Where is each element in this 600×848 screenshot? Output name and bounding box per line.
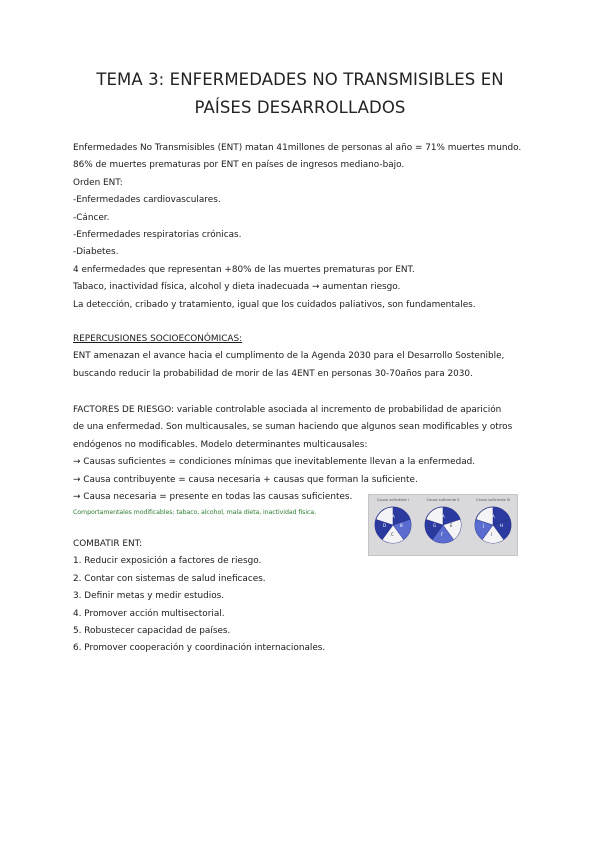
intro-line: Enfermedades No Transmisibles (ENT) matan 41millones de personas al año = 71% muertes mundo. <box>73 143 522 153</box>
combatir-item: 4. Promover acción multisectorial. <box>73 608 225 619</box>
page-title-line-2: PAÍSES DESARROLLADOS <box>194 98 406 117</box>
pie-letter: A <box>442 514 445 519</box>
pie-label: Causa suficiente II <box>426 498 460 502</box>
combatir-item: 3. Definir metas y medir estudios. <box>73 591 225 602</box>
pie-letter: A <box>392 514 395 519</box>
factores-line: → Causa contribuyente = causa necesaria + causas que forman la suficiente. <box>73 474 418 485</box>
pie-letter: H <box>500 523 504 528</box>
intro-line: Orden ENT: <box>73 177 123 188</box>
factores-line: endógenos no modificables. Modelo determinantes multicausales: <box>73 439 368 450</box>
intro-line: -Diabetes. <box>73 247 119 258</box>
combatir-section <box>73 536 543 658</box>
intro-line: Tabaco, inactividad física, alcohol y dieta inadecuada → aumentan riesgo. <box>73 282 401 293</box>
factores-note: Comportamentales modificables: tabaco, alcohol, mala dieta, inactividad física. <box>73 509 317 517</box>
repercusiones-line: buscando reducir la probabilidad de morir de las 4ENT en personas 30-70años para 2030. <box>73 368 473 379</box>
pie-letter: J <box>483 523 485 528</box>
pie-letter: D <box>383 523 387 528</box>
intro-line: -Enfermedades respiratorias crónicas. <box>73 229 242 240</box>
combatir-item: 2. Contar con sistemas de salud ineficaces. <box>73 573 266 584</box>
repercusiones-line: ENT amenazan el avance hacia el cumplimento de la Agenda 2030 para el Desarrollo Sostenible, <box>73 351 505 362</box>
pie-letter: C <box>391 532 394 537</box>
combatir-item: 1. Reducir exposición a factores de riesgo. <box>73 556 262 567</box>
combatir-heading: COMBATIR ENT: <box>73 539 143 549</box>
page-title <box>60 66 540 122</box>
pie-letter: I <box>491 532 493 537</box>
combatir-item: 5. Robustecer capacidad de países. <box>73 625 231 636</box>
intro-line: 86% de muertes prematuras por ENT en países de ingresos mediano-bajo. <box>73 160 405 171</box>
pie-letter: G <box>433 523 437 528</box>
pie-label: Causa suficiente III <box>475 498 511 502</box>
pie-letter: E <box>450 523 453 528</box>
pie-label: Causa suficiente I <box>377 498 409 502</box>
combatir-item: 6. Promover cooperación y coordinación internacionales. <box>73 643 326 654</box>
factores-line: FACTORES DE RIESGO: variable controlable asociada al incremento de probabilidad de aparición <box>73 405 502 415</box>
repercusiones-heading: REPERCUSIONES SOCIOECONÓMICAS: <box>73 334 243 344</box>
factores-line: → Causas suficientes = condiciones mínimas que inevitablemente llevan a la enfermedad. <box>73 457 476 468</box>
intro-section <box>73 140 543 314</box>
intro-line: -Cáncer. <box>73 212 110 223</box>
intro-line: -Enfermedades cardiovasculares. <box>73 195 221 206</box>
page-title-line-1: TEMA 3: ENFERMEDADES NO TRANSMISIBLES EN <box>96 70 504 89</box>
repercusiones-section <box>73 331 543 383</box>
intro-line: La detección, cribado y tratamiento, igual que los cuidados paliativos, son fundamentales. <box>73 299 476 310</box>
factores-line: → Causa necesaria = presente en todas las causas suficientes. <box>73 491 353 502</box>
pie-letter: F <box>441 532 444 537</box>
pie-letter: A <box>492 514 495 519</box>
pie-letter: B <box>400 523 403 528</box>
factores-line: de una enfermedad. Son multicausales, se suman haciendo que algunos sean modificables y otros <box>73 422 513 433</box>
intro-line: 4 enfermedades que representan +80% de las muertes prematuras por ENT. <box>73 264 415 275</box>
